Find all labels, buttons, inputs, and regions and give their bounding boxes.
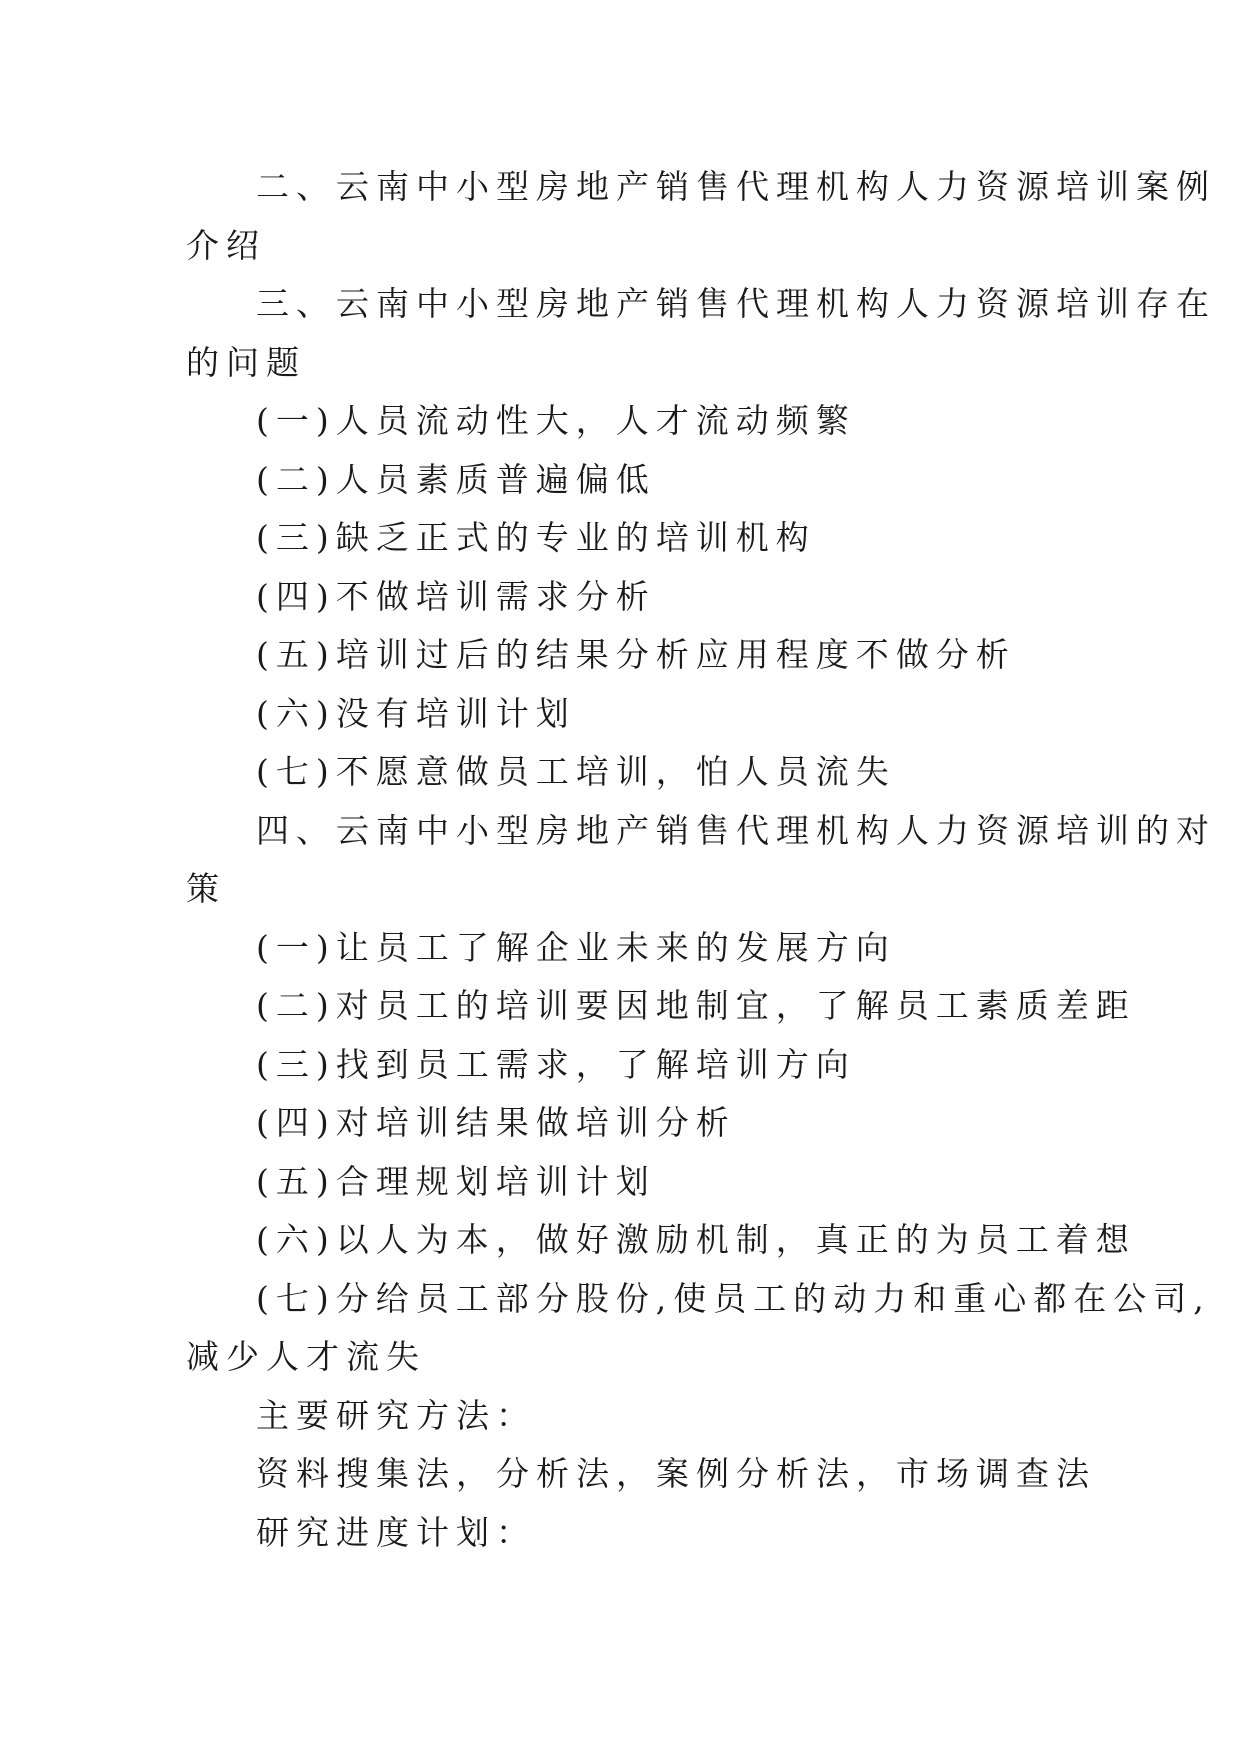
problem-item-5: (五)培训过后的结果分析应用程度不做分析: [256, 635, 1016, 674]
problem-item-7: (七)不愿意做员工培训，怕人员流失: [256, 752, 896, 791]
problem-item-4: (四)不做培训需求分析: [256, 576, 656, 616]
problem-item-6: (六)没有培训计划: [256, 693, 576, 733]
measure-item-5: (五)合理规划培训计划: [256, 1161, 656, 1201]
problem-item-3: (三)缺乏正式的专业的培训机构: [256, 518, 816, 557]
heading-section-2: 二、云南中小型房地产销售代理机构人力资源培训案例: [256, 167, 1216, 206]
heading-section-2-continued: 介绍: [186, 225, 266, 265]
heading-section-4: 四、云南中小型房地产销售代理机构人力资源培训的对: [256, 810, 1216, 850]
heading-section-3: 三、云南中小型房地产销售代理机构人力资源培训存在: [256, 284, 1216, 323]
measure-item-2: (二)对员工的培训要因地制宜，了解员工素质差距: [256, 986, 1136, 1025]
research-schedule-heading: 研究进度计划：: [256, 1512, 536, 1552]
measure-item-1: (一)让员工了解企业未来的发展方向: [256, 927, 896, 967]
problem-item-2: (二)人员素质普遍偏低: [256, 459, 656, 499]
measure-item-7: (七)分给员工部分股份,使员工的动力和重心都在公司,: [256, 1278, 1211, 1318]
research-methods-heading: 主要研究方法：: [256, 1395, 536, 1435]
measure-item-6: (六)以人为本，做好激励机制，真正的为员工着想: [256, 1220, 1136, 1259]
research-methods-list: 资料搜集法，分析法，案例分析法，市场调查法: [256, 1454, 1096, 1493]
problem-item-1: (一)人员流动性大，人才流动频繁: [256, 401, 856, 440]
heading-section-3-continued: 的问题: [186, 342, 306, 382]
measure-item-3: (三)找到员工需求，了解培训方向: [256, 1044, 856, 1084]
measure-item-4: (四)对培训结果做培训分析: [256, 1103, 736, 1142]
heading-section-4-continued: 策: [186, 869, 226, 908]
measure-item-7-continued: 减少人才流失: [186, 1337, 426, 1376]
document-body: [186, 158, 1216, 1562]
